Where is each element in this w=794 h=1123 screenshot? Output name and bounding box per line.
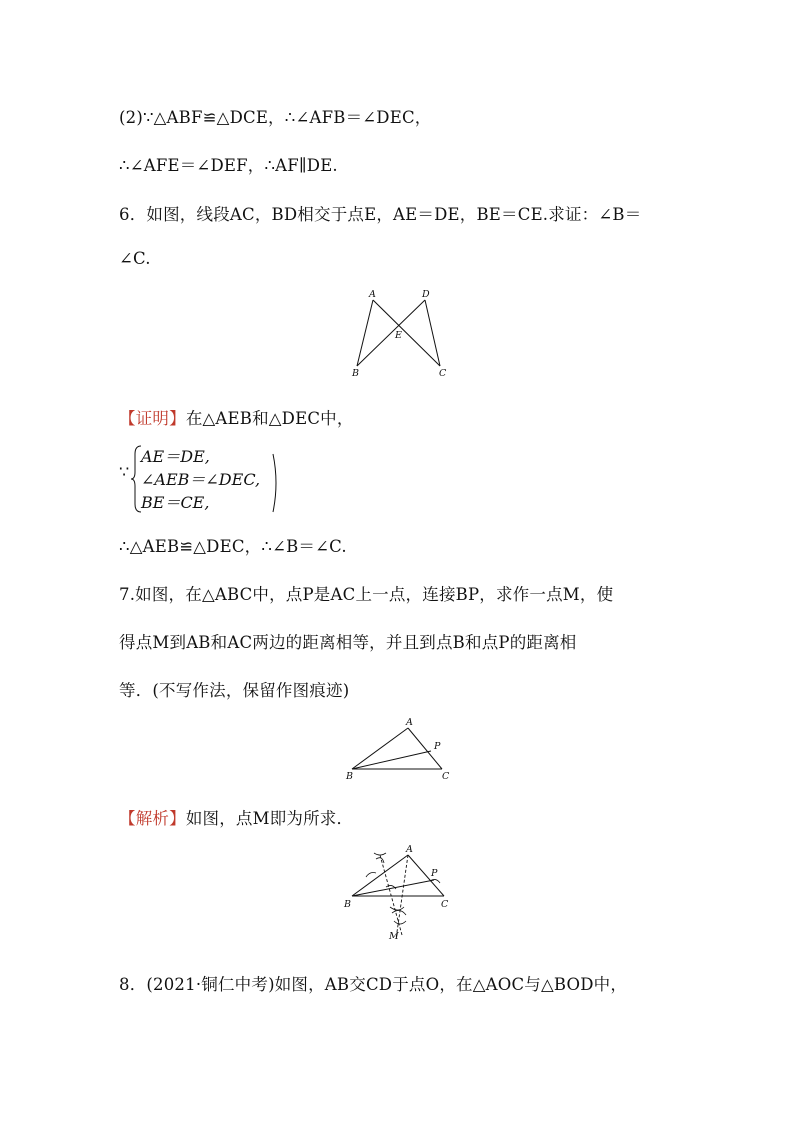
label-m: M [389,931,399,942]
text-line-2: ∴∠AFE＝∠DEF，∴AF∥DE. [119,156,338,175]
question-6-line-1: 6．如图，线段AC，BD相交于点E，AE＝DE，BE＝CE.求证：∠B＝ [119,205,642,224]
figure-triangle-abp [340,716,460,784]
label-a: A [369,289,376,300]
proof-tag: 【证明】 [119,409,186,428]
label-c: C [442,771,450,782]
label-d: D [422,289,430,300]
equation-3: BE＝CE, [141,493,210,512]
answer-line [119,805,353,829]
question-7-line-1: 7.如图，在△ABC中，点P是AC上一点，连接BP，求作一点M，使 [119,585,614,604]
question-6-line-2: ∠C. [119,249,151,268]
label-a: A [406,844,413,855]
answer-tag: 【解析】 [119,809,186,828]
answer-text: 如图，点M即为所求． [185,809,354,828]
proof-line [119,405,354,429]
question-7-line-2: 得点M到AB和AC两边的距离相等，并且到点B和点P的距离相 [119,633,577,652]
right-paren [271,452,281,514]
conclusion-line: ∴△AEB≌△DEC，∴∠B＝∠C. [119,537,347,556]
label-p: P [434,741,441,752]
label-a: A [406,717,413,728]
label-c: C [439,368,447,379]
equation-system [119,440,289,518]
figure-construction [340,843,460,945]
figure-crossing-segments [340,288,460,380]
because-symbol: ∵ [119,462,130,481]
equation-2: ∠AEB＝∠DEC, [141,470,261,489]
label-b: B [352,368,359,379]
label-b: B [344,899,351,910]
label-b: B [346,771,353,782]
label-e: E [395,330,402,341]
proof-text: 在△AEB和△DEC中， [185,409,354,428]
question-7-line-3: 等．(不写作法，保留作图痕迹) [119,681,350,700]
equation-1: AE＝DE, [141,447,210,466]
label-c: C [441,899,449,910]
text-line-1: (2)∵△ABF≌△DCE，∴∠AFB＝∠DEC， [119,108,432,127]
label-p: P [431,868,438,879]
question-8-line-1: 8．(2021·铜仁中考)如图，AB交CD于点O，在△AOC与△BOD中， [119,975,628,994]
